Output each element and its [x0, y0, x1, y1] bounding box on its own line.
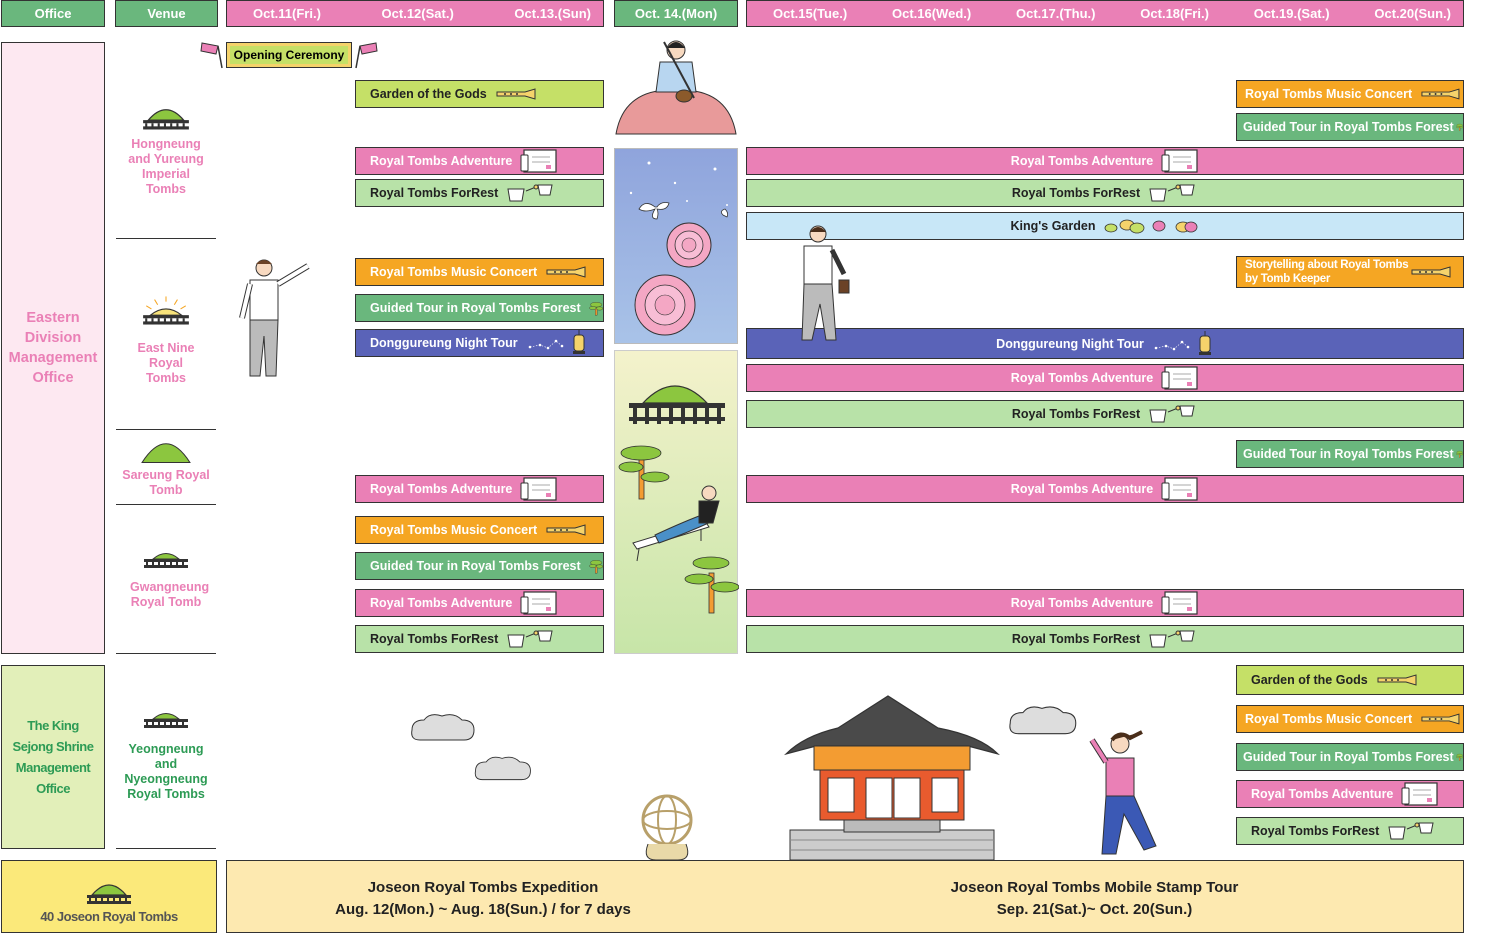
- date-oct11: Oct.11(Fri.): [253, 6, 321, 21]
- date-oct16: Oct.16(Wed.): [891, 6, 972, 21]
- event-royal-tombs-adventure[interactable]: Royal Tombs Adventure: [355, 147, 604, 175]
- stamp-card-icon: [1161, 477, 1199, 501]
- tomb-icon: [140, 296, 192, 326]
- stamp-card-icon: [520, 477, 558, 501]
- date-oct20: Oct.20(Sun.): [1374, 6, 1451, 21]
- event-guided-tour[interactable]: Guided Tour in Royal Tombs Forest: [1236, 113, 1464, 141]
- event-kings-garden[interactable]: King's Garden: [746, 212, 1464, 240]
- venue-yeongneung: Yeongneung and Nyeongneung Royal Tombs: [124, 742, 208, 801]
- expedition-program[interactable]: [227, 877, 739, 921]
- flute-icon: [495, 87, 539, 101]
- tomb-icon: [84, 879, 134, 905]
- tomb-icon: [140, 706, 192, 730]
- event-royal-tombs-forrest[interactable]: Royal Tombs ForRest: [355, 625, 604, 653]
- cups-icon: [506, 627, 556, 651]
- date-oct18: Oct.18(Fri.): [1140, 6, 1209, 21]
- event-garden-of-gods[interactable]: Garden of the Gods: [355, 80, 604, 108]
- event-royal-tombs-adventure[interactable]: Royal Tombs Adventure: [355, 589, 604, 617]
- event-music-concert[interactable]: Royal Tombs Music Concert: [1236, 705, 1464, 733]
- event-guided-tour[interactable]: Guided Tour in Royal Tombs Forest: [355, 294, 604, 322]
- event-royal-tombs-adventure[interactable]: Royal Tombs Adventure: [746, 147, 1464, 175]
- cups-icon: [506, 181, 556, 205]
- divider: [116, 653, 216, 654]
- event-night-tour[interactable]: Donggureung Night Tour: [746, 328, 1464, 359]
- header-office: Office: [1, 0, 105, 27]
- header-dates-2: [746, 0, 1464, 27]
- tomb-icon: [140, 546, 192, 570]
- tomb-icon: [140, 437, 192, 463]
- event-royal-tombs-forrest[interactable]: Royal Tombs ForRest: [746, 625, 1464, 653]
- header-venue: Venue: [115, 0, 218, 27]
- flag-icon: [352, 40, 378, 70]
- date-oct19: Oct.19.(Sat.): [1253, 6, 1330, 21]
- venue-east-nine: East Nine Royal Tombs: [137, 341, 195, 385]
- event-garden-of-gods[interactable]: Garden of the Gods: [1236, 665, 1464, 695]
- event-royal-tombs-adventure[interactable]: Royal Tombs Adventure: [746, 589, 1464, 617]
- flag-icon: [200, 40, 226, 70]
- stamp-card-icon: [1161, 591, 1199, 615]
- walking-girl-illustration: [1084, 730, 1164, 862]
- event-storytelling[interactable]: Storytelling about Royal Tombs by Tomb Keeper: [1236, 256, 1464, 288]
- cups-icon: [1148, 181, 1198, 205]
- event-royal-tombs-forrest[interactable]: Royal Tombs ForRest: [355, 179, 604, 207]
- event-guided-tour[interactable]: Guided Tour in Royal Tombs Forest: [1236, 743, 1464, 771]
- tomb-park-illustration: [615, 351, 739, 655]
- date-oct17: Oct.17.(Thu.): [1016, 6, 1096, 21]
- office-sejong: The King Sejong Shrine Management Office: [1, 665, 105, 849]
- flute-icon: [545, 523, 589, 537]
- event-night-tour[interactable]: Donggureung Night Tour: [355, 329, 604, 357]
- armillary-sphere-illustration: [636, 790, 698, 862]
- header-dates-1: [226, 0, 604, 27]
- event-music-concert[interactable]: Royal Tombs Music Concert: [1236, 80, 1464, 108]
- flute-icon: [545, 265, 589, 279]
- opening-ceremony-banner: Opening Ceremony: [226, 42, 352, 68]
- event-music-concert[interactable]: Royal Tombs Music Concert: [355, 516, 604, 544]
- event-royal-tombs-forrest[interactable]: Royal Tombs ForRest: [1236, 817, 1464, 845]
- stamp-card-icon: [1401, 782, 1439, 806]
- stamp-tour-program[interactable]: [857, 877, 1332, 921]
- flute-icon: [1420, 87, 1463, 101]
- header-date-oct14: Oct. 14.(Mon): [614, 0, 738, 27]
- flute-icon: [1410, 265, 1454, 279]
- event-guided-tour[interactable]: Guided Tour in Royal Tombs Forest: [1236, 440, 1464, 468]
- cups-icon: [1387, 819, 1437, 843]
- stamp-tour-title: Joseon Royal Tombs Mobile Stamp Tour: [950, 879, 1239, 896]
- flute-icon: [1376, 673, 1420, 687]
- peony-butterfly-illustration: [615, 149, 739, 345]
- lantern-person-illustration: [790, 224, 856, 348]
- stamp-card-icon: [520, 591, 558, 615]
- pine-tree-icon: [1456, 113, 1463, 141]
- event-royal-tombs-adventure[interactable]: Royal Tombs Adventure: [746, 475, 1464, 503]
- venue-gwangneung: Gwangneung Royal Tomb: [130, 580, 210, 609]
- event-royal-tombs-adventure[interactable]: Royal Tombs Adventure: [746, 364, 1464, 392]
- musician-hanbok-illustration: [614, 38, 738, 142]
- event-royal-tombs-forrest[interactable]: Royal Tombs ForRest: [746, 179, 1464, 207]
- flute-icon: [1420, 712, 1463, 726]
- divider: [116, 238, 216, 239]
- divider: [116, 429, 216, 430]
- stamp-card-icon: [1161, 149, 1199, 173]
- divider: [116, 504, 216, 505]
- event-guided-tour[interactable]: Guided Tour in Royal Tombs Forest: [355, 552, 604, 580]
- expedition-title: Joseon Royal Tombs Expedition: [367, 879, 599, 896]
- waving-person-illustration: [232, 258, 318, 384]
- tomb-icon: [140, 103, 192, 131]
- cloud-icon: [408, 712, 478, 744]
- venue-sareung: Sareung Royal Tomb: [122, 468, 210, 497]
- cups-icon: [1148, 402, 1198, 426]
- event-royal-tombs-adventure[interactable]: Royal Tombs Adventure: [355, 475, 604, 503]
- event-royal-tombs-forrest[interactable]: Royal Tombs ForRest: [746, 400, 1464, 428]
- cloud-icon: [1006, 704, 1080, 738]
- shrine-building-illustration: [784, 692, 1000, 862]
- event-music-concert[interactable]: Royal Tombs Music Concert: [355, 258, 604, 286]
- office-eastern: Eastern Division Management Office: [1, 42, 105, 654]
- pine-tree-icon: [589, 294, 603, 322]
- office-all-tombs: 40 Joseon Royal Tombs: [1, 860, 217, 933]
- cups-icon: [1148, 627, 1198, 651]
- night-sky-panel: [614, 148, 738, 344]
- cloud-icon: [472, 754, 534, 784]
- stamp-card-icon: [520, 149, 558, 173]
- pine-tree-icon: [1456, 743, 1463, 771]
- stamp-tour-dates: Sep. 21(Sat.)~ Oct. 20(Sun.): [996, 901, 1193, 918]
- date-oct13: Oct.13.(Sun): [514, 6, 591, 21]
- garden-beans-icon: [1103, 216, 1199, 236]
- stamp-card-icon: [1161, 366, 1199, 390]
- divider: [116, 848, 216, 849]
- pine-tree-icon: [589, 552, 603, 580]
- venue-hongneung: Hongneung and Yureung Imperial Tombs: [128, 137, 204, 196]
- event-royal-tombs-adventure[interactable]: Royal Tombs Adventure: [1236, 780, 1464, 808]
- footer-programs: [226, 860, 1464, 933]
- constellation-lantern-icon: [1152, 330, 1214, 358]
- pine-tree-icon: [1456, 440, 1463, 468]
- tomb-park-panel: [614, 350, 738, 654]
- constellation-lantern-icon: [526, 329, 588, 357]
- expedition-dates: Aug. 12(Mon.) ~ Aug. 18(Sun.) / for 7 days: [335, 901, 631, 918]
- date-oct15: Oct.15(Tue.): [773, 6, 848, 21]
- date-oct12: Oct.12(Sat.): [381, 6, 454, 21]
